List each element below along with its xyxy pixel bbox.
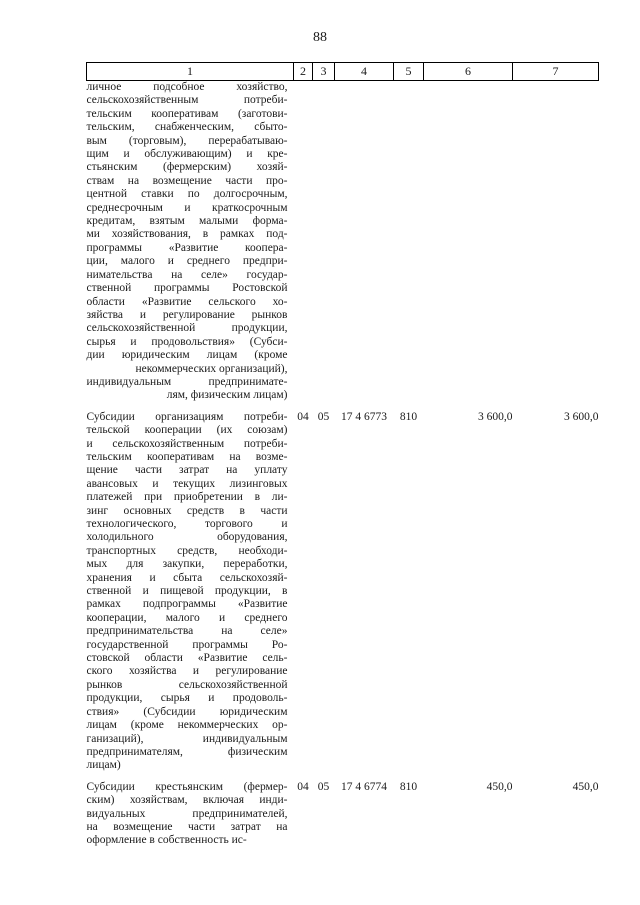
description-line: Субсидии организациям потреби- (86, 410, 288, 423)
description-line: кооперации, малого и среднего (86, 611, 288, 624)
description-line: дии юридическим лицам (кроме (86, 349, 288, 362)
description-line: транспортных средств, необходи- (86, 544, 288, 557)
description-line: предпринимателям, физическим (86, 745, 288, 758)
section-code: 04 (297, 780, 309, 793)
column-header-4: 4 (335, 63, 394, 81)
description-line: рынков сельскохозяйственной (86, 678, 288, 691)
column-header-7: 7 (513, 63, 599, 81)
description-line: зинг основных средств в части (86, 504, 288, 517)
description-line: ственной программы Ростовской (86, 282, 288, 295)
description-line: авансовых и текущих лизинговых (86, 477, 288, 490)
description-line: вым (торговым), перерабатываю- (86, 134, 288, 147)
row-description (87, 781, 294, 848)
subsection-code: 05 (317, 410, 330, 423)
description-line: тельским кооперативам на возме- (86, 450, 288, 463)
description-line: кредитам, взятым малыми форма- (86, 215, 288, 228)
expense-type-code: 810 (399, 410, 418, 423)
description-line: оформление в собственность ис- (86, 834, 247, 847)
description-line: ми хозяйствования, в рамках под- (86, 228, 288, 241)
description-line: и сельскохозяйственным потреби- (86, 437, 288, 450)
row-description (87, 411, 294, 773)
description-line: Субсидии крестьянским (фермер- (86, 780, 288, 793)
amount-cell: 450,0 (572, 780, 599, 793)
description-line: среднесрочным и краткосрочным (86, 201, 288, 214)
description-line: ганизаций), индивидуальным (86, 732, 288, 745)
description-line: стьянским (фермерским) хозяй- (86, 161, 288, 174)
header-row (87, 63, 599, 81)
expense-type-code: 810 (399, 780, 418, 793)
description-line: программы «Развитие коопера- (86, 241, 288, 254)
description-line: холодильного оборудования, (86, 531, 288, 544)
description-line: видуальных предпринимателей, (86, 807, 288, 820)
target-article-code: 17 4 6774 (341, 780, 387, 793)
table-row (87, 781, 599, 848)
description-line: сельскохозяйственным потреби- (86, 94, 288, 107)
description-line: хранения и сбыта сельскохозяй- (86, 571, 288, 584)
description-line: мых для закупки, переработки, (86, 558, 288, 571)
description-line: ственной и пищевой продукции, в (86, 585, 288, 598)
description-line: щим и обслуживающим) и кре- (86, 148, 288, 161)
budget-table (86, 62, 599, 848)
description-line: ции, малого и среднего предпри- (86, 255, 288, 268)
description-line: ствия» (Субсидии юридическим (86, 705, 288, 718)
description-line: щение части затрат на уплату (86, 464, 288, 477)
description-line: продукции, сырья и продоволь- (86, 692, 288, 705)
column-header-1: 1 (87, 63, 294, 81)
description-line: индивидуальным предпринимате- (86, 375, 288, 388)
column-header-3: 3 (313, 63, 335, 81)
column-header-2: 2 (294, 63, 313, 81)
expense-type-code (394, 81, 424, 403)
description-line: лям, физическим лицам) (166, 389, 288, 402)
subsection-code (313, 81, 335, 403)
description-line: технологического, торгового и (86, 518, 288, 530)
description-line: некоммерческих организаций), (135, 362, 288, 375)
row-description (87, 81, 294, 403)
description-line: лицам) (86, 759, 121, 772)
description-line: тельским, снабженческим, сбыто- (86, 121, 288, 134)
row-spacer (87, 403, 599, 411)
description-line: сельскохозяйственной продукции, (86, 322, 288, 335)
table-row (87, 411, 599, 773)
description-line: сырья и продовольствия» (Субси- (86, 335, 288, 348)
amount-cell: 3 600,0 (564, 410, 599, 423)
page-number: 88 (313, 30, 327, 45)
column-header-5: 5 (394, 63, 424, 81)
amount-cell: 450,0 (486, 780, 513, 793)
description-line: зяйства и регулирование рынков (86, 308, 288, 321)
description-line: предпринимательства на селе» (86, 625, 288, 638)
target-article-code: 17 4 6773 (341, 410, 387, 423)
description-line: ским) хозяйствам, включая инди- (86, 794, 288, 807)
amount-cell (513, 81, 599, 403)
column-header-6: 6 (424, 63, 513, 81)
subsection-code: 05 (317, 780, 330, 793)
description-line: государственной программы Ро- (86, 638, 288, 651)
target-article-code (335, 81, 394, 403)
row-spacer (87, 773, 599, 781)
description-line: ствам на возмещение части про- (86, 174, 288, 187)
description-line: на возмещение части затрат на (86, 820, 288, 833)
description-line: центной ставки по долгосрочным, (86, 188, 288, 201)
description-line: рамках подпрограммы «Развитие (86, 598, 288, 611)
description-line: тельским кооперативам (заготови- (86, 107, 288, 120)
description-line: платежей при приобретении в ли- (86, 491, 288, 504)
description-line: нимательства на селе» государ- (86, 268, 288, 281)
description-line: лицам (кроме некоммерческих ор- (86, 719, 288, 732)
description-line: ского хозяйства и регулирование (86, 665, 288, 678)
description-line: личное подсобное хозяйство, (86, 81, 288, 93)
table-row (87, 81, 599, 403)
amount-cell: 3 600,0 (478, 410, 513, 423)
section-code (294, 81, 313, 403)
amount-cell (424, 81, 513, 403)
description-line: тельской кооперации (их союзам) (86, 424, 288, 437)
description-line: области «Развитие сельского хо- (86, 295, 288, 308)
description-line: стовской области «Развитие сель- (86, 652, 288, 665)
section-code: 04 (297, 410, 309, 423)
